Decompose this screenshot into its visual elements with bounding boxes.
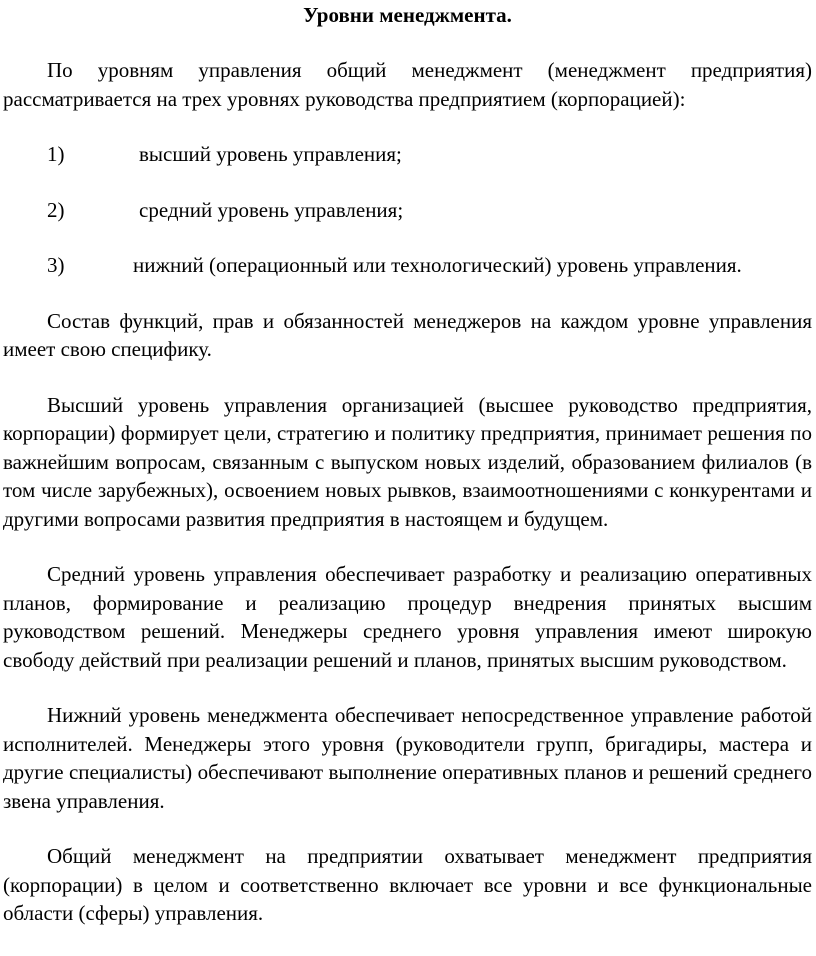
spacer [3,364,812,391]
paragraph-specifics: Состав функций, прав и обязанностей менеджеров на каждом уровне управления имеет свою специфику. [3,308,812,361]
list-text: средний уровень управления; [139,197,404,222]
list-text: нижний (операционный или технологический) уровень управления. [133,253,742,277]
spacer [3,533,812,560]
list-item-2 [3,196,812,225]
paragraph-general: Общий менеджмент на предприятии охватывает менеджмент предприятия (корпорации) в целом и соответственно включает все уровни и все функциональные области (сферы) управления. [3,844,812,925]
spacer [3,815,812,842]
list-item-3 [3,251,812,280]
list-number: 1) [47,142,65,166]
spacer [3,29,812,56]
document-title: Уровни менеджмента. [303,3,512,27]
list-number: 2) [47,197,65,222]
list-item-1 [3,140,812,169]
spacer [3,280,812,307]
spacer [3,113,812,140]
spacer [3,169,812,196]
paragraph-top-level: Высший уровень управления организацией (высшее руководство предприятия, корпорации) формирует цели, стратегию и политику предприятия, принимает решения по важнейшим вопросам, связанным с выпуском новых изделий, образованием филиалов (в том числе зарубежных), освоением новых рывков, взаимоотношениями с конкурентами и другими вопросами развития предприятия в настоящем и будущем. [3,392,812,531]
list-text: высший уровень управления; [139,142,402,166]
spacer [3,224,812,251]
intro-paragraph: По уровням управления общий менеджмент (менеджмент предприятия) рассматривается на трех уровнях руководства предприятием (корпорацией): [3,58,812,111]
spacer [3,674,812,701]
list-number: 3) [47,253,65,277]
paragraph-middle-level: Средний уровень управления обеспечивает разработку и реализацию оперативных планов, формирование и реализацию процедур внедрения принятых высшим руководством решений. Менеджеры среднего уровня управления имеют широкую свободу действий при реализации решений и планов, принятых высшим руководством. [3,562,812,672]
paragraph-lower-level: Нижний уровень менеджмента обеспечивает непосредственное управление работой исполнителей. Менеджеры этого уровня (руководители групп, бригадиры, мастера и другие специалисты) обеспечивают выполнение оперативных планов и решений среднего звена управления. [3,703,812,813]
